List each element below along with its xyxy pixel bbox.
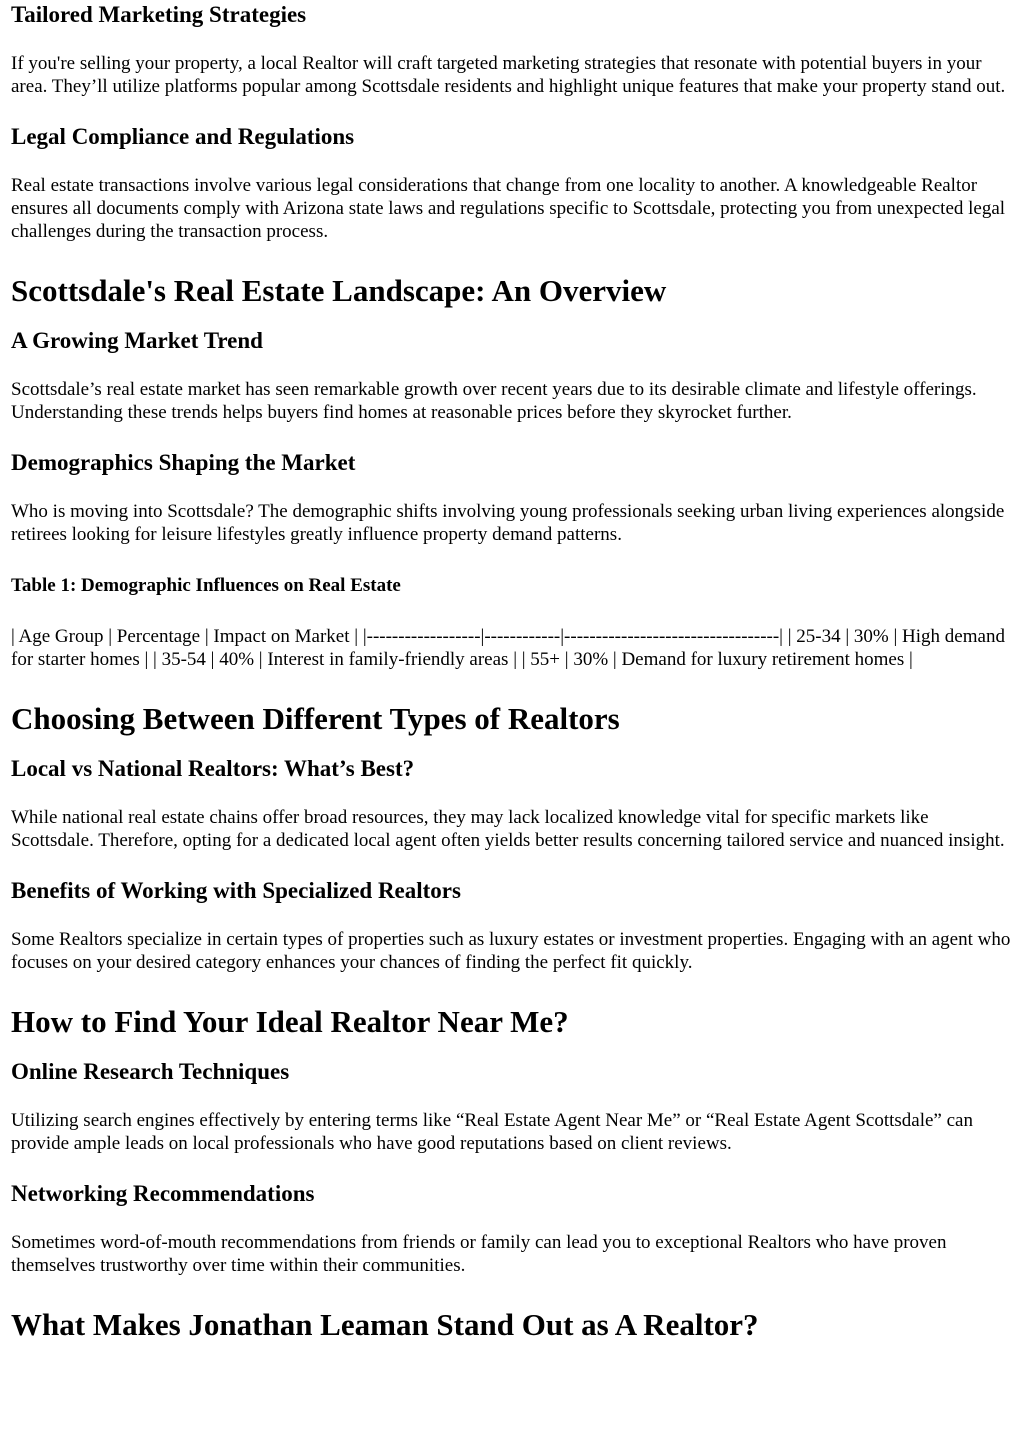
heading-legal-compliance: Legal Compliance and Regulations (11, 124, 355, 149)
paragraph-networking: Sometimes word-of-mouth recommendations from friends or family can lead you to exceptional Realtors who have proven themselves trustworthy over time within their communities. (11, 1232, 947, 1276)
heading-local-vs-national: Local vs National Realtors: What’s Best? (11, 756, 415, 781)
heading-demographics: Demographics Shaping the Market (11, 450, 356, 475)
paragraph-table-raw-markdown: | Age Group | Percentage | Impact on Market | |------------------|------------|----------------------------------| | 25-34 | 30% | High demand for starter homes | | 35-54 | 40% | Interest in family-friendly areas | | 55+ | 30% | Demand for luxury retirement homes | (11, 626, 1005, 670)
heading-growing-market: A Growing Market Trend (11, 328, 263, 353)
paragraph-demographics: Who is moving into Scottsdale? The demographic shifts involving young professionals seeking urban living experiences alongside retirees looking for leisure lifestyles greatly influence property demand patterns. (11, 501, 1005, 545)
paragraph-online-research: Utilizing search engines effectively by entering terms like “Real Estate Agent Near Me” or “Real Estate Agent Scottsdale” can provide ample leads on local professionals who have good reputations based on client reviews. (11, 1110, 973, 1154)
paragraph-legal-compliance: Real estate transactions involve various legal considerations that change from one locality to another. A knowledgeable Realtor ensures all documents comply with Arizona state laws and regulations specific to Scottsdale, protecting you from unexpected legal challenges during the transaction process. (11, 175, 1006, 242)
paragraph-specialized-realtors: Some Realtors specialize in certain types of properties such as luxury estates or investment properties. Engaging with an agent who focuses on your desired category enhances your chances of finding the perfect fit quickly. (11, 929, 1011, 973)
heading-table-demographic-influences: Table 1: Demographic Influences on Real Estate (11, 575, 401, 596)
paragraph-growing-market: Scottsdale’s real estate market has seen remarkable growth over recent years due to its desirable climate and lifestyle offerings. Understanding these trends helps buyers find homes at reasonable prices before they skyrocket further. (11, 379, 977, 423)
heading-jonathan-leaman: What Makes Jonathan Leaman Stand Out as A Realtor? (11, 1307, 759, 1342)
heading-real-estate-landscape: Scottsdale's Real Estate Landscape: An Overview (11, 273, 667, 308)
paragraph-tailored-marketing: If you're selling your property, a local Realtor will craft targeted marketing strategies that resonate with potential buyers in your area. They’ll utilize platforms popular among Scottsdale residents and highlight unique features that make your property stand out. (11, 53, 1006, 97)
heading-choosing-realtors: Choosing Between Different Types of Realtors (11, 701, 620, 736)
article-page (0, 1, 1024, 1343)
paragraph-local-vs-national: While national real estate chains offer broad resources, they may lack localized knowledge vital for specific markets like Scottsdale. Therefore, opting for a dedicated local agent often yields better results concerning tailored service and nuanced insight. (11, 807, 1005, 851)
heading-tailored-marketing: Tailored Marketing Strategies (11, 2, 307, 27)
heading-specialized-realtors: Benefits of Working with Specialized Realtors (11, 878, 461, 903)
heading-networking: Networking Recommendations (11, 1181, 315, 1206)
heading-find-ideal-realtor: How to Find Your Ideal Realtor Near Me? (11, 1004, 569, 1039)
heading-online-research: Online Research Techniques (11, 1059, 290, 1084)
